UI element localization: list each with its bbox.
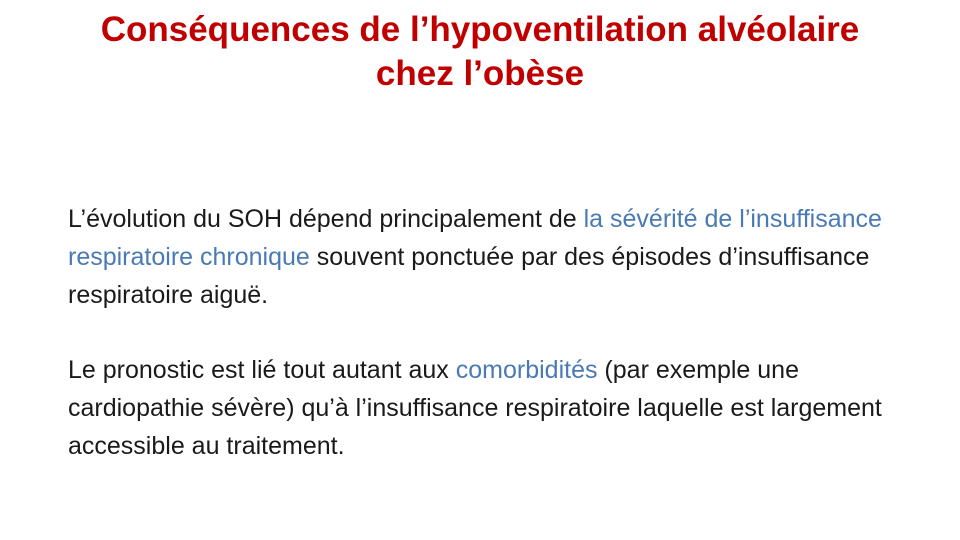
paragraph-2-text-after: (par exemple une cardiopathie sévère) qu’à l’insuffisance respiratoire laquelle est largement accessible au traitement. (68, 356, 882, 460)
paragraph-1-highlight: la sévérité de l’insuffisance respiratoire chronique (68, 205, 882, 271)
slide-title (30, 8, 930, 96)
slide-title-line-1: Conséquences de l’hypoventilation alvéolaire (100, 10, 860, 49)
paragraph-2-text-before: Le pronostic est lié tout autant aux (68, 356, 456, 384)
paragraph-pronostic (68, 351, 898, 465)
paragraph-2-highlight: comorbidités (455, 356, 598, 384)
paragraph-evolution (68, 200, 898, 314)
slide-body (68, 200, 898, 465)
paragraph-1-text-after: souvent ponctuée par des épisodes d’insuffisance respiratoire aiguë. (68, 243, 870, 309)
paragraph-1-text-before: L’évolution du SOH dépend principalement de (68, 205, 584, 233)
slide-title-line-2: chez l’obèse (375, 54, 585, 93)
